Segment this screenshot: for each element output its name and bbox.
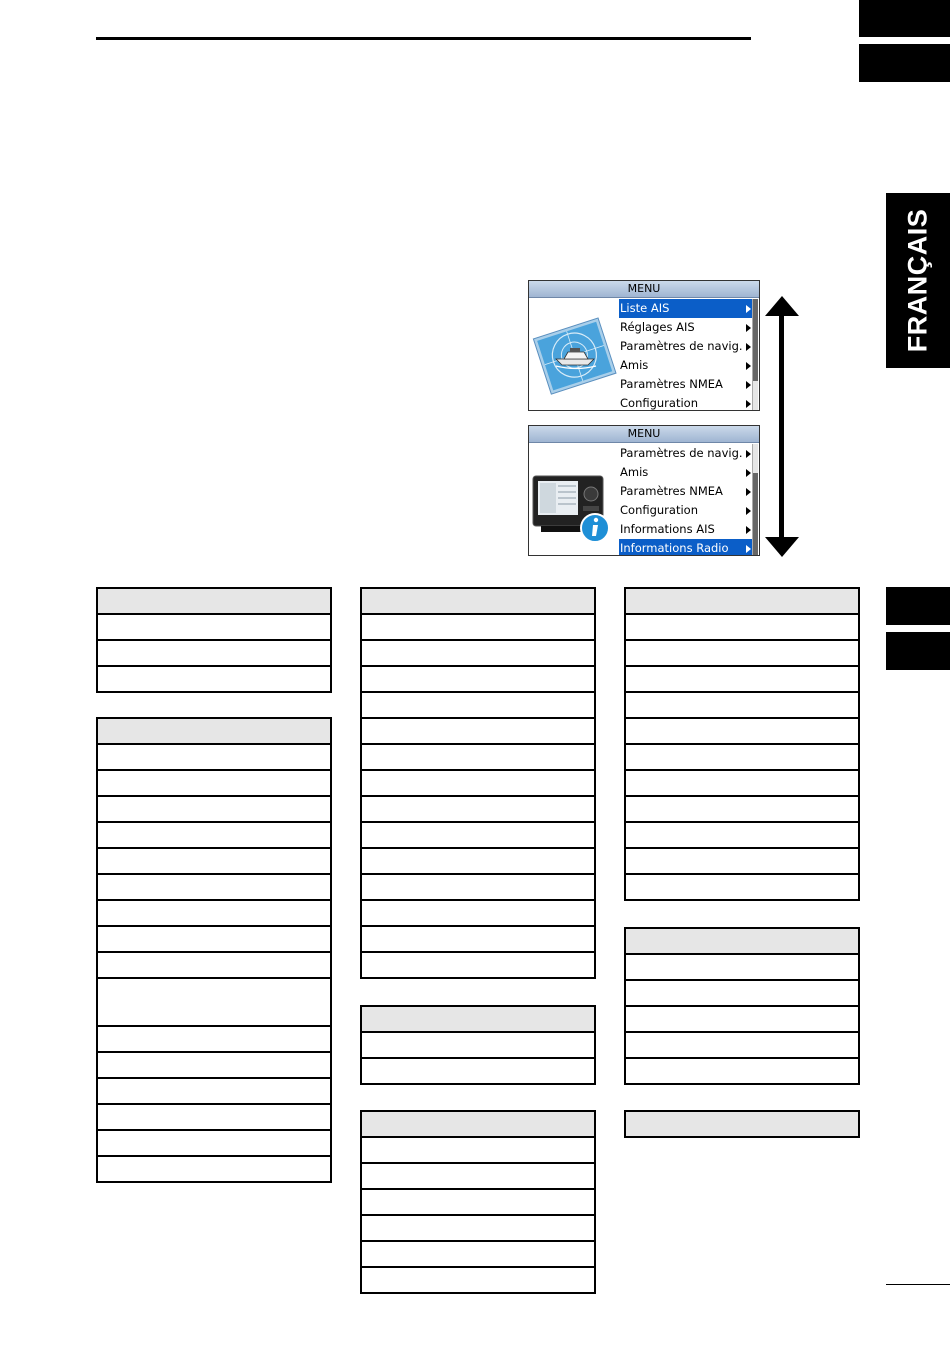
table-row (626, 979, 858, 1005)
arrow-shaft (779, 312, 784, 542)
side-tab-section-a (886, 587, 950, 625)
menu-item-label: Configuration (620, 503, 698, 517)
table-row (626, 717, 858, 743)
menu-table-4 (360, 1005, 596, 1085)
table-row (626, 953, 858, 979)
table-row (98, 873, 330, 899)
chevron-right-icon (746, 526, 751, 534)
table-row (362, 1266, 594, 1292)
table-row (626, 613, 858, 639)
menu-item-informations-ais[interactable] (619, 520, 753, 539)
chevron-right-icon (746, 545, 751, 553)
menu-item-label: Paramètres de navig. (620, 446, 743, 460)
table-row (626, 743, 858, 769)
table-row (362, 821, 594, 847)
menu-table-8 (624, 1110, 860, 1138)
chevron-right-icon (746, 507, 751, 515)
side-tab-top (859, 0, 950, 37)
page-number-rule (886, 1284, 950, 1285)
table-row (98, 977, 330, 1025)
table-row (98, 1077, 330, 1103)
menu-item-reglages-ais[interactable] (619, 318, 753, 337)
scroll-thumb[interactable] (753, 473, 758, 555)
menu-screen-2 (528, 425, 760, 556)
table-row (362, 1031, 594, 1057)
table-row (98, 1103, 330, 1129)
chevron-right-icon (746, 362, 751, 370)
table-header-row (626, 587, 858, 613)
table-row (626, 691, 858, 717)
table-header-row (362, 1005, 594, 1031)
chevron-right-icon (746, 450, 751, 458)
table-row (98, 899, 330, 925)
table-row (98, 769, 330, 795)
language-tab (886, 193, 950, 368)
table-row (362, 743, 594, 769)
side-tab-second (859, 44, 950, 82)
menu-item-label: Configuration (620, 396, 698, 410)
table-row (362, 691, 594, 717)
menu-item-amis[interactable] (619, 463, 753, 482)
device-info-icon (531, 446, 617, 554)
menu-table-7 (624, 927, 860, 1085)
menu-item-parametres-navig[interactable] (619, 444, 753, 463)
menu-list (619, 299, 753, 411)
menu-item-label: Amis (620, 465, 649, 479)
menu-scrollbar[interactable] (752, 444, 758, 555)
table-row (362, 1188, 594, 1214)
table-row (362, 1162, 594, 1188)
menu-scrollbar[interactable] (752, 299, 758, 410)
table-row (98, 1155, 330, 1181)
table-row (362, 665, 594, 691)
table-row (362, 899, 594, 925)
menu-item-label: Paramètres NMEA (620, 377, 723, 391)
table-row (626, 795, 858, 821)
arrow-down-icon (765, 537, 799, 557)
table-row (98, 847, 330, 873)
menu-item-parametres-navig[interactable] (619, 337, 753, 356)
table-header-row (626, 927, 858, 953)
table-row (98, 925, 330, 951)
side-tab-section-b (886, 632, 950, 670)
chevron-right-icon (746, 381, 751, 389)
table-row (98, 1129, 330, 1155)
menu-item-label: Amis (620, 358, 649, 372)
table-row (362, 951, 594, 977)
menu-table-2 (96, 717, 332, 1183)
chevron-right-icon (746, 343, 751, 351)
menu-item-label: Paramètres NMEA (620, 484, 723, 498)
table-row (626, 769, 858, 795)
table-header-row (98, 717, 330, 743)
menu-item-parametres-nmea[interactable] (619, 482, 753, 501)
table-row (362, 873, 594, 899)
table-header-row (626, 1110, 858, 1136)
table-row (98, 639, 330, 665)
table-row (362, 795, 594, 821)
table-row (362, 1214, 594, 1240)
table-row (98, 613, 330, 639)
menu-item-label: Informations AIS (620, 522, 715, 536)
menu-item-parametres-nmea[interactable] (619, 375, 753, 394)
scroll-thumb[interactable] (753, 299, 758, 381)
top-rule (96, 37, 751, 40)
table-row (98, 821, 330, 847)
menu-item-label: Liste AIS (620, 301, 670, 315)
table-row (362, 1057, 594, 1083)
table-row (362, 1136, 594, 1162)
table-row (626, 1005, 858, 1031)
chevron-right-icon (746, 469, 751, 477)
table-row (98, 795, 330, 821)
menu-table-1 (96, 587, 332, 693)
menu-screen-1 (528, 280, 760, 411)
menu-item-label: Informations Radio (620, 541, 729, 555)
table-row (362, 925, 594, 951)
table-row (626, 847, 858, 873)
chevron-right-icon (746, 324, 751, 332)
chevron-right-icon (746, 305, 751, 313)
menu-item-label: Réglages AIS (620, 320, 695, 334)
chevron-right-icon (746, 488, 751, 496)
table-row (626, 665, 858, 691)
chevron-right-icon (746, 400, 751, 408)
table-row (626, 873, 858, 899)
menu-item-informations-radio[interactable] (619, 539, 753, 556)
table-row (626, 1031, 858, 1057)
menu-table-3 (360, 587, 596, 979)
table-row (98, 1025, 330, 1051)
menu-item-configuration[interactable] (619, 394, 753, 411)
table-row (362, 639, 594, 665)
table-row (626, 639, 858, 665)
menu-screen-title: MENU (529, 426, 759, 443)
table-row (362, 769, 594, 795)
table-row (626, 1057, 858, 1083)
table-row (362, 847, 594, 873)
menu-table-6 (624, 587, 860, 901)
menu-item-configuration[interactable] (619, 501, 753, 520)
language-tab-label: FRANÇAIS (902, 208, 933, 353)
table-row (98, 951, 330, 977)
menu-item-amis[interactable] (619, 356, 753, 375)
table-row (362, 717, 594, 743)
menu-screen-title: MENU (529, 281, 759, 298)
table-header-row (362, 1110, 594, 1136)
menu-item-label: Paramètres de navig. (620, 339, 743, 353)
menu-item-liste-ais[interactable] (619, 299, 753, 318)
table-row (362, 613, 594, 639)
table-row (98, 1051, 330, 1077)
chart-boat-icon (531, 301, 617, 409)
table-row (98, 743, 330, 769)
menu-table-5 (360, 1110, 596, 1294)
menu-list (619, 444, 753, 556)
table-row (98, 665, 330, 691)
table-header-row (362, 587, 594, 613)
table-row (626, 821, 858, 847)
table-row (362, 1240, 594, 1266)
table-header-row (98, 587, 330, 613)
